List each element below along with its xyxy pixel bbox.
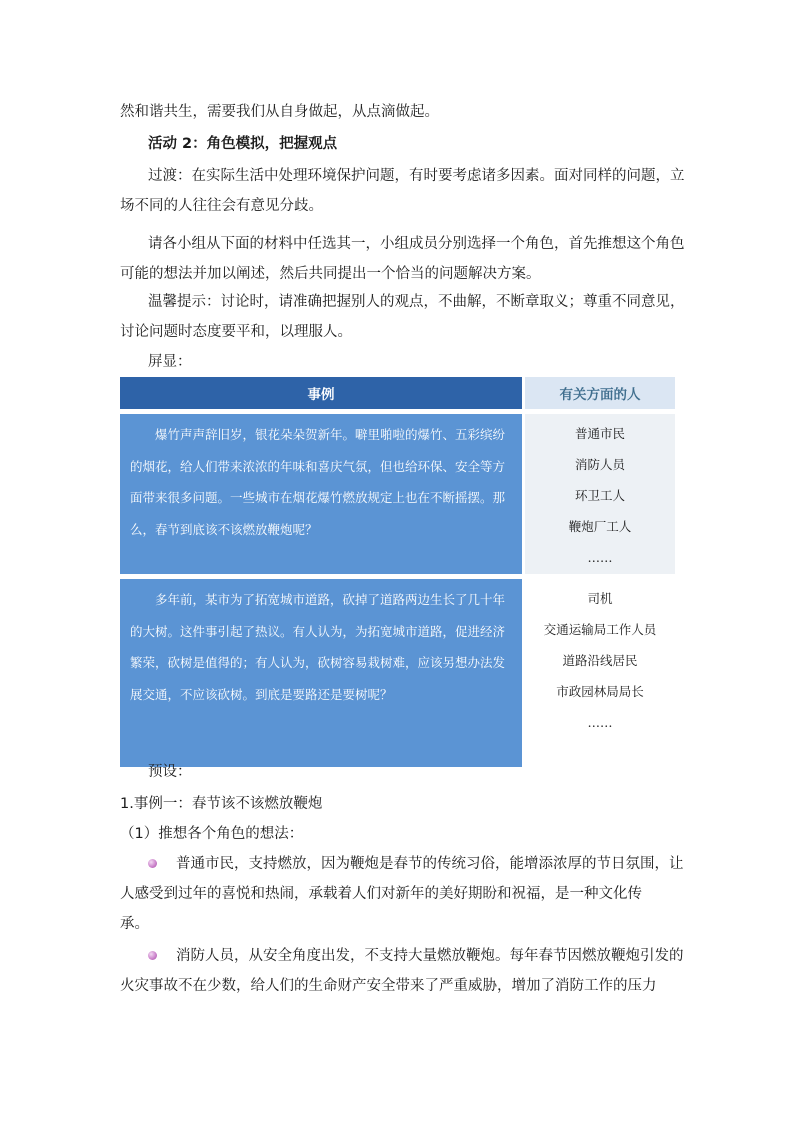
case-text-1: 爆竹声声辞旧岁，银花朵朵贺新年。噼里啪啦的爆竹、五彩缤纷的烟花，给人们带来浓浓的年味和喜庆气氛，但也给环保、安全等方面带来很多问题。一些城市在烟花爆竹燃放规定上也在不断摇摆。那么，春节到底该不该燃放鞭炮呢？ <box>120 412 524 577</box>
bullet-icon <box>148 951 157 960</box>
role-item: 交通运输局工作人员 <box>543 622 657 637</box>
people-list-2 <box>524 577 676 768</box>
fire-line-2: 火灾事故不在少数，给人们的生命财产安全带来了严重威胁，增加了消防工作的压力 <box>120 978 657 994</box>
bullet-icon <box>148 859 157 868</box>
table-row <box>120 577 675 768</box>
tip-line-1: 温馨提示：讨论时，请准确把握别人的观点，不曲解，不断章取义；尊重不同意见， <box>148 294 685 310</box>
instruction-line-1: 请各小组从下面的材料中任选其一，小组成员分别选择一个角色，首先推想这个角色 <box>148 236 685 252</box>
role-item: 市政园林局局长 <box>556 684 644 699</box>
tip-line-2: 讨论问题时态度要平和，以理服人。 <box>120 324 352 340</box>
role-item: 鞭炮厂工人 <box>568 519 632 534</box>
intro-end-line: 然和谐共生，需要我们从自身做起，从点滴做起。 <box>120 104 439 120</box>
transition-line-1: 过渡：在实际生活中处理环境保护问题，有时要考虑诸多因素。面对同样的问题，立 <box>148 168 685 184</box>
preset-label: 预设： <box>148 764 192 780</box>
table-header-row <box>120 377 675 412</box>
fire-line-1: 消防人员，从安全角度出发，不支持大量燃放鞭炮。每年春节因燃放鞭炮引发的 <box>176 948 684 964</box>
people-list-1 <box>524 412 676 577</box>
citizen-line-2: 人感受到过年的喜悦和热闹，承载着人们对新年的美好期盼和祝福，是一种文化传 <box>120 886 642 902</box>
role-item: …… <box>587 550 613 565</box>
role-item: …… <box>587 715 613 730</box>
case1-title: 1.事例一：春节该不该燃放鞭炮 <box>120 796 323 812</box>
citizen-line-3: 承。 <box>120 916 149 932</box>
role-item: 普通市民 <box>574 426 625 441</box>
sub-heading-1: （1）推想各个角色的想法： <box>120 826 304 842</box>
role-item: 道路沿线居民 <box>562 653 638 668</box>
transition-line-2: 场不同的人往往会有意见分歧。 <box>120 198 323 214</box>
activity-title: 活动 2：角色模拟，把握观点 <box>148 136 338 152</box>
citizen-line-1: 普通市民，支持燃放，因为鞭炮是春节的传统习俗，能增添浓厚的节日氛围，让 <box>176 856 684 872</box>
instruction-line-2: 可能的想法并加以阐述，然后共同提出一个恰当的问题解决方案。 <box>120 266 541 282</box>
role-item: 司机 <box>587 591 613 606</box>
case-text-2: 多年前，某市为了拓宽城市道路，砍掉了道路两边生长了几十年的大树。这件事引起了热议。有人认为，为拓宽城市道路，促进经济繁荣，砍树是值得的；有人认为，砍树容易栽树难，应该另想办法发展交通，不应该砍树。到底是要路还是要树呢？ <box>120 577 524 768</box>
cases-table <box>120 377 675 767</box>
role-item: 环卫工人 <box>574 488 625 503</box>
table-row <box>120 412 675 577</box>
header-case: 事例 <box>120 377 524 412</box>
role-item: 消防人员 <box>574 457 625 472</box>
header-people: 有关方面的人 <box>524 377 676 412</box>
screen-label: 屏显： <box>148 354 192 370</box>
